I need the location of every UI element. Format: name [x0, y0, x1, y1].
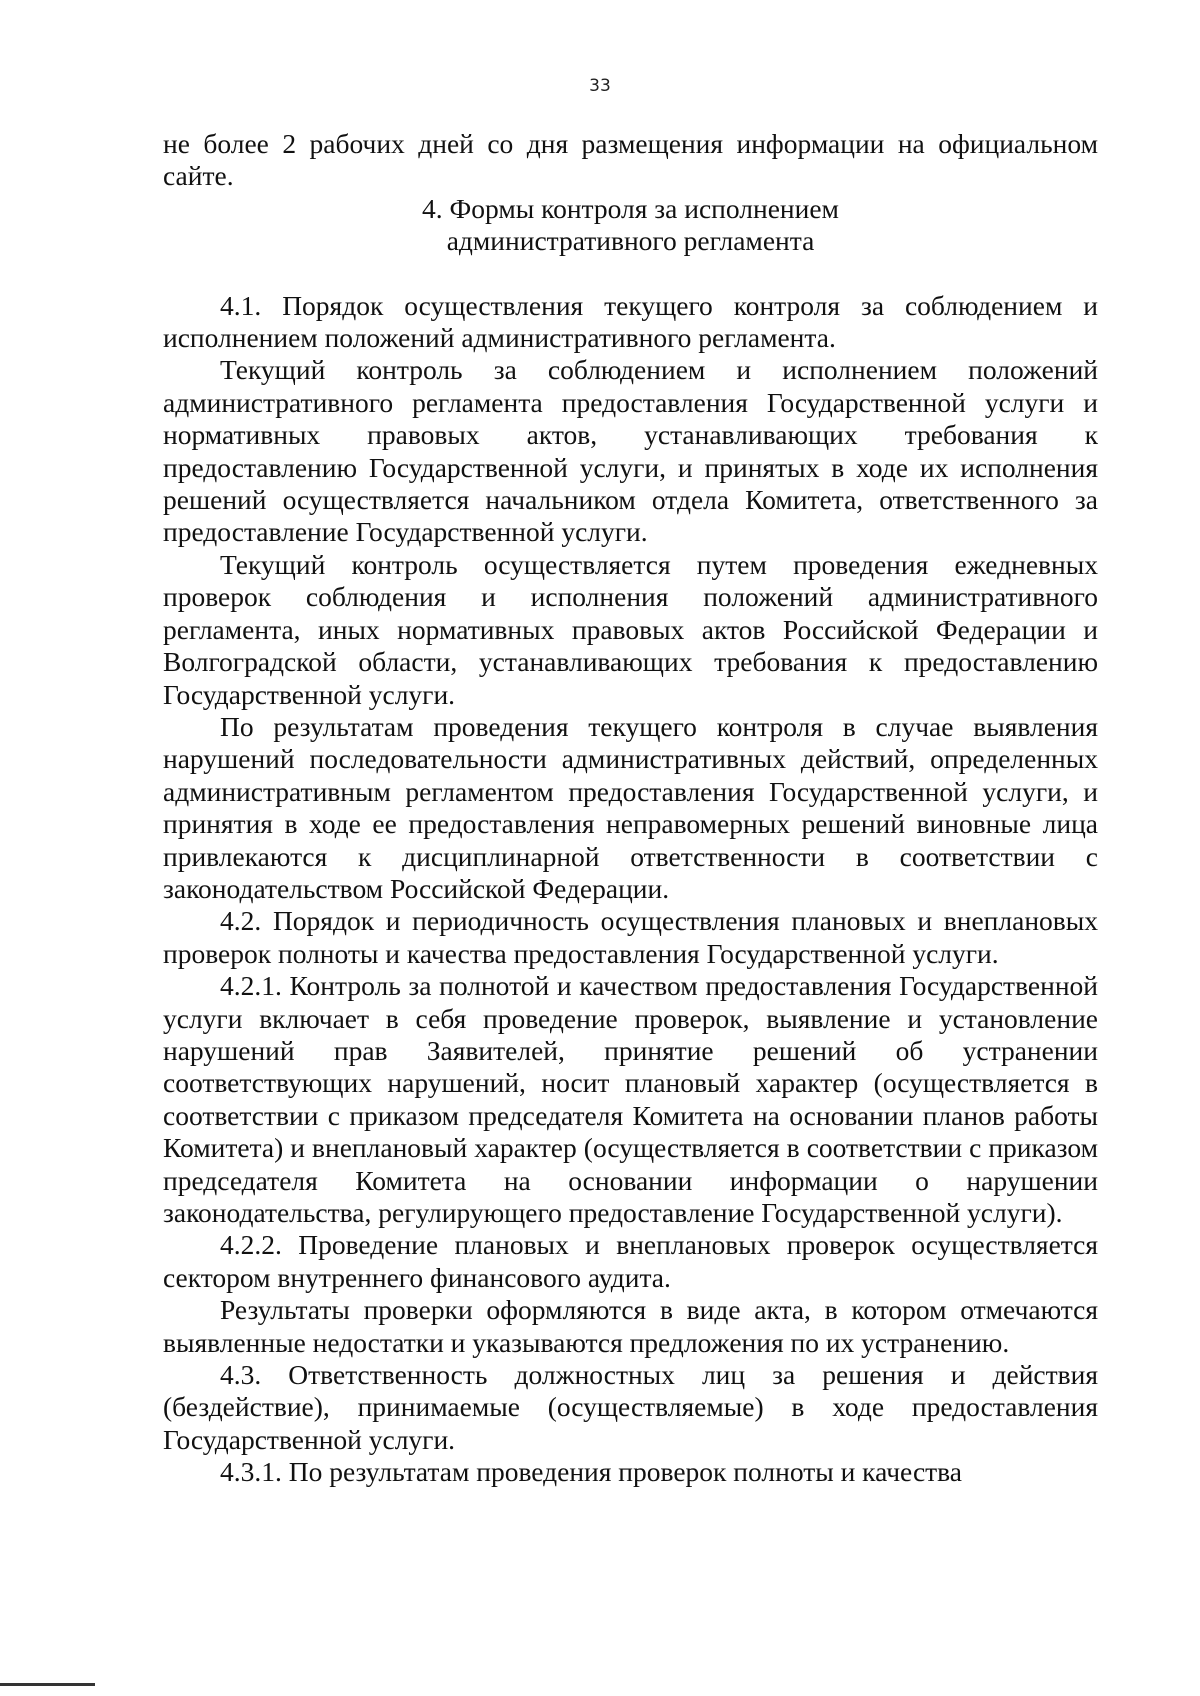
- paragraph-4-2-1: 4.2.1. Контроль за полнотой и качеством предоставления Государственной услуги включает в себя проведение проверок, выявление и установление нарушений прав Заявителей, принятие решений об устранении соответствующих нарушений, носит плановый характер (осуществляется в соответствии с приказом председателя Комитета на основании планов работы Комитета) и внеплановый характер (осуществляется в соответствии с приказом председателя Комитета на основании информации о нарушении законодательства, регулирующего предоставление Государственной услуги).: [163, 970, 1098, 1228]
- lead-paragraph: не более 2 рабочих дней со дня размещения информации на официальном сайте.: [163, 128, 1098, 192]
- paragraph-4-3-1: 4.3.1. По результатам проведения проверок полноты и качества: [220, 1456, 962, 1488]
- section-heading-line-1: 4. Формы контроля за исполнением: [422, 192, 839, 224]
- section-heading-line-2: административного регламента: [446, 225, 815, 257]
- paragraph-daily-checks: Текущий контроль осуществляется путем проведения ежедневных проверок соблюдения и исполнения положений административного регламента, иных нормативных правовых актов Российской Федерации и Волгоградской области, устанавливающих требования к предоставлению Государственной услуги.: [163, 548, 1098, 710]
- paragraph-current-control: Текущий контроль за соблюдением и исполнением положений административного регламента предоставления Государственной услуги и нормативных правовых актов, устанавливающих требования к предоставлению Государственной услуги, и принятых в ходе их исполнения решений осуществляется начальником отдела Комитета, ответственного за предоставление Государственной услуги.: [163, 354, 1098, 548]
- paragraph-violations: По результатам проведения текущего контроля в случае выявления нарушений последовательности административных действий, определенных административным регламентом предоставления Государственной услуги, и принятия в ходе ее предоставления неправомерных решений виновные лица привлекаются к дисциплинарной ответственности в соответствии с законодательством Российской Федерации.: [163, 710, 1098, 904]
- page-number: 33: [589, 76, 611, 96]
- paragraph-4-2-2: 4.2.2. Проведение плановых и внеплановых проверок осуществляется сектором внутреннего финансового аудита.: [163, 1229, 1098, 1293]
- heading-spacer: [163, 258, 1098, 290]
- scan-edge-mark: [0, 1683, 95, 1686]
- document-body: [163, 128, 1098, 1489]
- paragraph-4-3: 4.3. Ответственность должностных лиц за решения и действия (бездействие), принимаемые (осуществляемые) в ходе предоставления Государственной услуги.: [163, 1359, 1098, 1455]
- paragraph-check-results: Результаты проверки оформляются в виде акта, в котором отмечаются выявленные недостатки и указываются предложения по их устранению.: [163, 1294, 1098, 1358]
- paragraph-4-2: 4.2. Порядок и периодичность осуществления плановых и внеплановых проверок полноты и качества предоставления Государственной услуги.: [163, 905, 1098, 969]
- paragraph-4-1: 4.1. Порядок осуществления текущего контроля за соблюдением и исполнением положений административного регламента.: [163, 289, 1098, 354]
